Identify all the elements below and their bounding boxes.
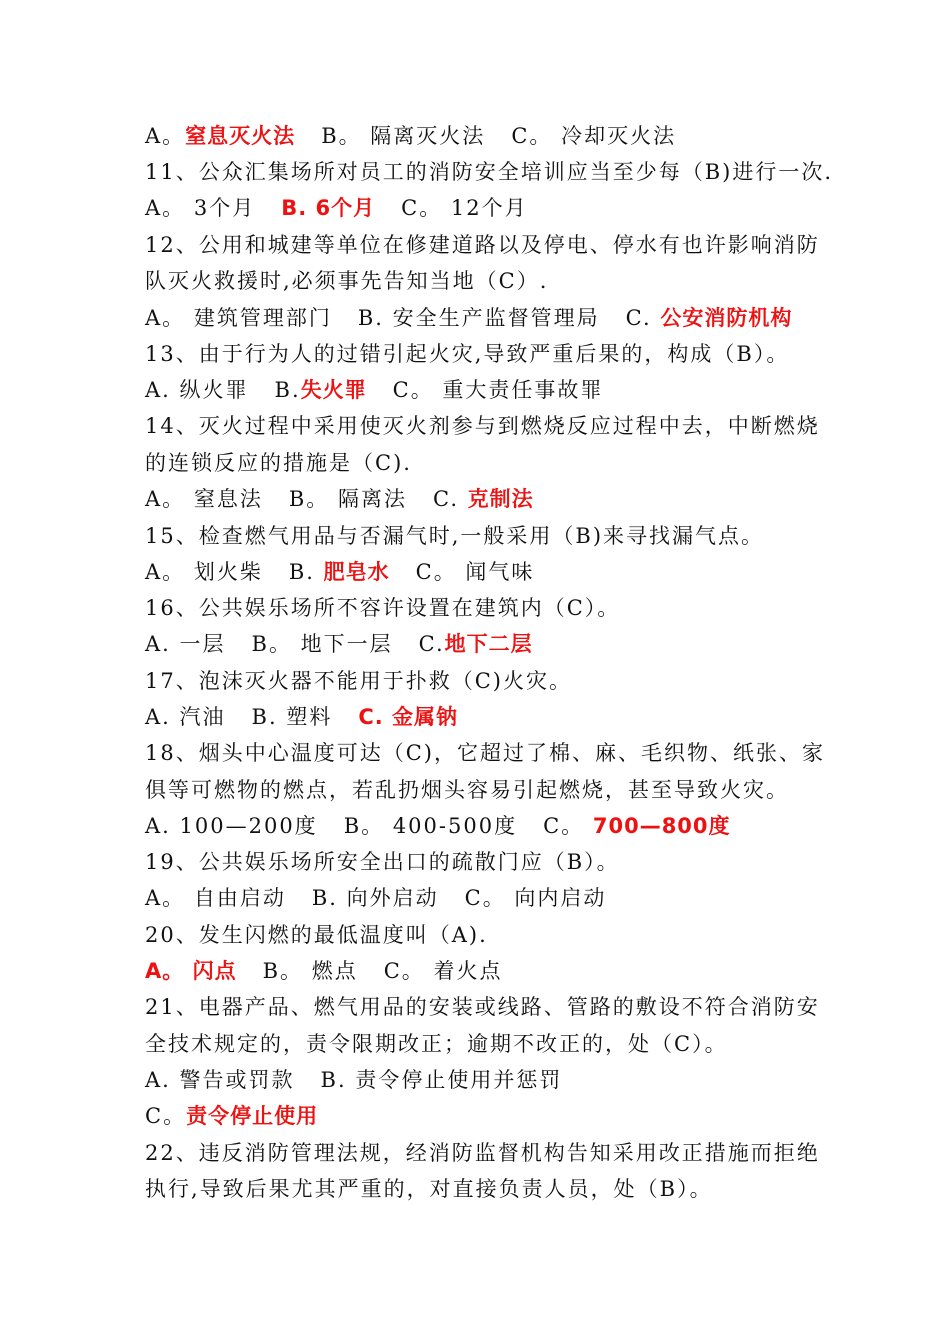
text-segment: 俱等可燃物的燃点，若乱扔烟头容易引起燃烧，甚至导致火灾。 [145,778,789,802]
text-segment: 12、公用和城建等单位在修建道路以及停电、停水有也许影响消防 [145,233,820,257]
answer-highlight: 700—800度 [592,814,731,838]
text-line [145,1101,318,1131]
text-line [145,811,731,841]
text-segment: 的连锁反应的措施是（C). [145,451,412,475]
text-segment: 全技术规定的，责令限期改正；逾期不改正的，处（C）。 [145,1032,728,1056]
text-line [145,847,620,877]
text-segment: A。 划火柴 B. [145,560,324,584]
text-segment: 15、检查燃气用品与否漏气时,一般采用（B)来寻找漏气点。 [145,524,765,548]
text-segment: 队灭火救援时,必须事先告知当地（C）. [145,269,549,293]
text-segment: C。 [145,1104,187,1128]
text-line [145,266,548,296]
text-line [145,121,676,151]
answer-highlight: 地下二层 [444,632,533,656]
text-segment: C。 闻气味 [389,560,535,584]
answer-highlight: A。 闪点 [145,959,237,983]
text-line [145,1174,713,1204]
text-segment: A. 一层 B。 地下一层 C. [145,632,445,656]
text-segment: 13、由于行为人的过错引起火灾,导致严重后果的，构成（B）。 [145,342,790,366]
answer-highlight: 公安消防机构 [660,306,793,330]
text-line [145,738,825,768]
text-line [145,303,792,333]
text-line [145,375,603,405]
text-segment: A。 建筑管理部门 B. 安全生产监督管理局 C. [145,306,661,330]
text-line [145,702,458,732]
text-segment: 17、泡沫灭火器不能用于扑救（C)火灾。 [145,669,572,693]
answer-highlight: 克制法 [467,487,534,511]
text-line [145,339,789,369]
text-line [145,920,488,950]
text-line [145,193,528,223]
text-segment: 22、违反消防管理法规，经消防监督机构告知采用改正措施而拒绝 [145,1141,820,1165]
text-segment: B。 隔离灭火法 C。 冷却灭火法 [295,124,677,148]
text-segment: A。 3个月 [145,196,282,220]
text-segment: A. 汽油 B. 塑料 [145,705,359,729]
text-segment: 16、公共娱乐场所不容许设置在建筑内（C）。 [145,596,621,620]
text-line [145,484,534,514]
text-line [145,521,764,551]
text-segment: A。 自由启动 B. 向外启动 C。 向内启动 [145,886,607,910]
text-segment: 14、灭火过程中采用使灭火剂参与到燃烧反应过程中去，中断燃烧 [145,414,820,438]
text-segment: 20、发生闪燃的最低温度叫（A). [145,923,488,947]
text-line [145,1138,820,1168]
text-segment: 19、公共娱乐场所安全出口的疏散门应（B）。 [145,850,620,874]
text-segment: A. 警告或罚款 B. 责令停止使用并惩罚 [145,1068,563,1092]
text-segment: A。 [145,124,186,148]
text-line [145,593,620,623]
text-segment: 18、烟头中心温度可达（C)，它超过了棉、麻、毛织物、纸张、家 [145,741,825,765]
text-segment: A. 100—200度 B。 400-500度 C。 [145,814,593,838]
text-segment: 11、公众汇集场所对员工的消防安全培训应当至少每（B)进行一次. [145,160,834,184]
answer-highlight: B. 6个月 [281,196,376,220]
answer-highlight: C. 金属钠 [358,705,459,729]
text-segment: 执行,导致后果尤其严重的，对直接负责人员，处（B）。 [145,1177,713,1201]
text-line [145,883,606,913]
text-line [145,557,534,587]
answer-highlight: 责令停止使用 [186,1104,319,1128]
text-segment: B。 燃点 C。 着火点 [236,959,503,983]
text-line [145,157,833,187]
text-line [145,230,820,260]
text-line [145,629,533,659]
text-segment: C。 12个月 [375,196,528,220]
text-line [145,1029,728,1059]
text-segment: A. 纵火罪 B. [145,378,301,402]
text-segment: 21、电器产品、燃气用品的安装或线路、管路的敷设不符合消防安 [145,995,820,1019]
text-segment: C。 重大责任事故罪 [366,378,604,402]
text-line [145,992,820,1022]
answer-highlight: 失火罪 [300,378,367,402]
text-line [145,411,820,441]
text-segment: A。 窒息法 B。 隔离法 C. [145,487,468,511]
answer-highlight: 肥皂水 [323,560,390,584]
text-line [145,956,502,986]
text-line [145,666,572,696]
text-line [145,448,412,478]
answer-highlight: 窒息灭火法 [185,124,296,148]
text-line [145,1065,562,1095]
text-line [145,775,789,805]
